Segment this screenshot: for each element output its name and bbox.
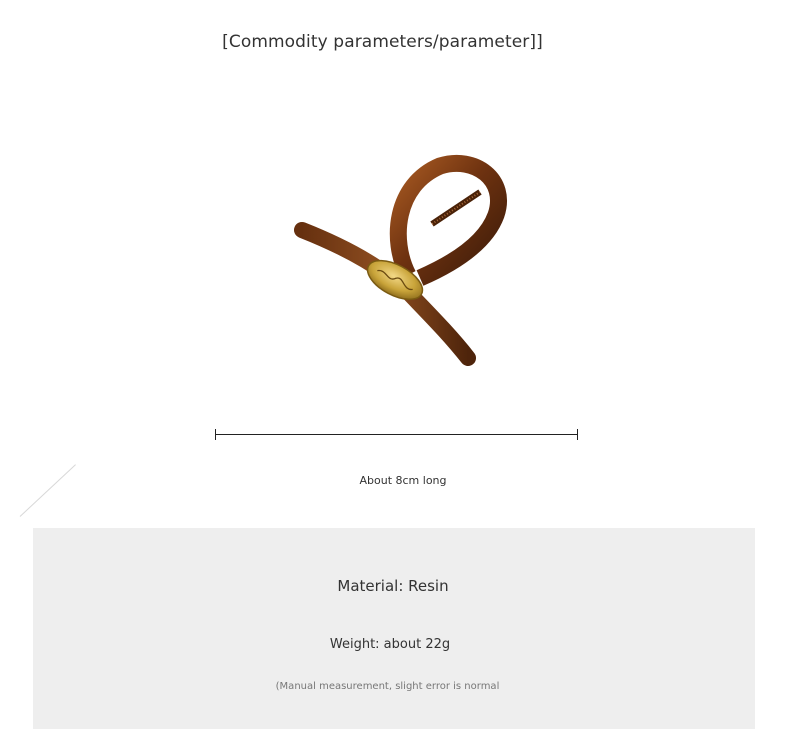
measurement-note: (Manual measurement, slight error is normal	[275, 681, 500, 692]
specs-panel	[33, 528, 755, 729]
decorative-divider	[20, 464, 76, 517]
page-title: [Commodity parameters/parameter]]	[222, 32, 543, 52]
weight-spec: Weight: about 22g	[329, 637, 451, 652]
length-label: About 8cm long	[359, 474, 447, 487]
material-spec: Material: Resin	[337, 577, 449, 595]
length-measure-line	[215, 434, 578, 435]
measure-tick-right	[577, 429, 578, 440]
measure-tick-left	[215, 429, 216, 440]
hair-claw-clip-image	[280, 150, 520, 380]
